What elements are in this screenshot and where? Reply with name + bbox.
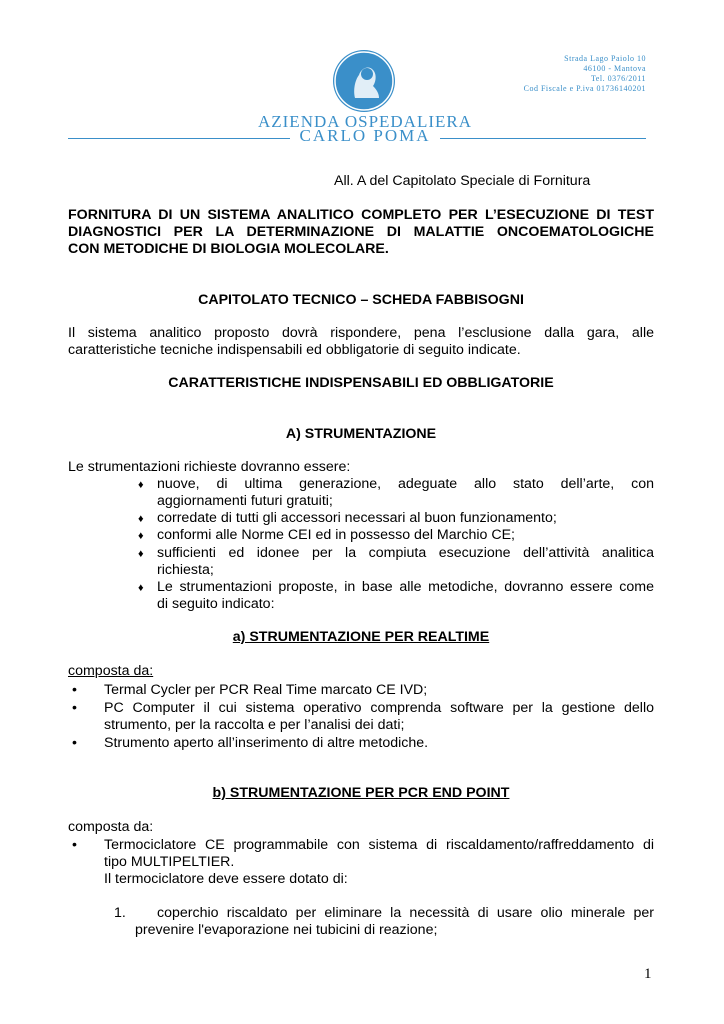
diamond-bullet-icon: ♦ (138, 548, 144, 560)
dot-bullet-icon: • (72, 837, 77, 853)
intro-line2: caratteristiche tecniche indispensabili ed obbligatorie di seguito indicate. (68, 342, 521, 358)
numbered-item-marker: 1. (114, 905, 126, 921)
org-name-line1: AZIENDA OSPEDALIERA (257, 112, 473, 131)
requirement-5-line2: di seguito indicato: (157, 596, 275, 612)
requirement-2-line1: corredate di tutti gli accessori necessari al buon funzionamento; (157, 510, 557, 526)
numbered-item-1-line1: coperchio riscaldato per eliminare la necessità di usare olio minerale per (157, 905, 654, 921)
attachment-reference: All. A del Capitolato Speciale di Fornitura (334, 173, 591, 189)
dot-bullet-icon: • (72, 682, 77, 698)
diamond-bullet-icon: ♦ (138, 582, 144, 594)
org-name-line2: CARLO POMA (299, 126, 431, 145)
requirement-3-line1: conformi alle Norme CEI ed in possesso del Marchio CE; (157, 527, 515, 543)
section-title: CAPITOLATO TECNICO – SCHEDA FABBISOGNI (198, 292, 524, 308)
dot-bullet-icon: • (72, 700, 77, 716)
doc-title-line3: CON METODICHE DI BIOLOGIA MOLECOLARE. (68, 241, 389, 257)
realtime-item-2-line1: PC Computer il cui sistema operativo comprenda software per la gestione dello (104, 700, 654, 716)
diamond-bullet-icon: ♦ (138, 479, 144, 491)
numbered-item-1-line2: prevenire l'evaporazione nei tubicini di reazione; (135, 922, 438, 938)
hospital-logo-icon (333, 50, 395, 112)
realtime-composed-label: composta da: (68, 663, 154, 679)
dot-bullet-icon: • (72, 735, 77, 751)
letterhead-rule-left (68, 138, 290, 139)
endpoint-composed-label: composta da: (68, 819, 154, 835)
requirement-1-line2: aggiornamenti futuri gratuiti; (157, 493, 333, 509)
endpoint-item-line2: tipo MULTIPELTIER. (104, 854, 235, 870)
requirement-4-line1: sufficienti ed idonee per la compiuta esecuzione dell’attività analitica (157, 545, 654, 561)
realtime-item-3-line1: Strumento aperto all’inserimento di altre metodiche. (104, 735, 429, 751)
page-number: 1 (644, 966, 652, 982)
endpoint-heading: b) STRUMENTAZIONE PER PCR END POINT (212, 785, 510, 801)
realtime-item-2-line2: strumento, per la raccolta e per l’analisi dei dati; (104, 717, 405, 733)
doc-title-line2: DIAGNOSTICI PER LA DETERMINAZIONE DI MALATTIE ONCOEMATOLOGICHE (68, 224, 654, 240)
realtime-item-1-line1: Termal Cycler per PCR Real Time marcato CE IVD; (104, 682, 428, 698)
endpoint-item-line1: Termociclatore CE programmabile con sistema di riscaldamento/raffreddamento di (104, 837, 654, 853)
address-phone: Tel. 0376/2011 (590, 74, 646, 83)
realtime-heading: a) STRUMENTAZIONE PER REALTIME (232, 629, 490, 645)
requirement-5-line1: Le strumentazioni proposte, in base alle metodiche, dovranno essere come (157, 579, 654, 595)
requirement-4-line2: richiesta; (157, 562, 214, 578)
requirement-1-line1: nuove, di ultima generazione, adeguate allo stato dell’arte, con (157, 476, 654, 492)
diamond-bullet-icon: ♦ (138, 513, 144, 525)
strumentazione-heading: A) STRUMENTAZIONE (285, 426, 437, 442)
address-city: 46100 - Mantova (583, 64, 646, 73)
intro-line1: Il sistema analitico proposto dovrà rispondere, pena l’esclusione dalla gara, alle (68, 325, 654, 341)
address-street: Strada Lago Paiolo 10 (564, 54, 646, 63)
strumentazioni-intro: Le strumentazioni richieste dovranno essere: (68, 459, 351, 475)
diamond-bullet-icon: ♦ (138, 530, 144, 542)
endpoint-item-line3: Il termociclatore deve essere dotato di: (104, 871, 348, 887)
letterhead-rule-right (440, 138, 646, 139)
doc-title-line1: FORNITURA DI UN SISTEMA ANALITICO COMPLETO PER L’ESECUZIONE DI TEST (68, 207, 654, 223)
address-tax-code: Cod Fiscale e P.iva 01736140201 (523, 84, 646, 93)
characteristics-heading: CARATTERISTICHE INDISPENSABILI ED OBBLIGATORIE (168, 375, 554, 391)
